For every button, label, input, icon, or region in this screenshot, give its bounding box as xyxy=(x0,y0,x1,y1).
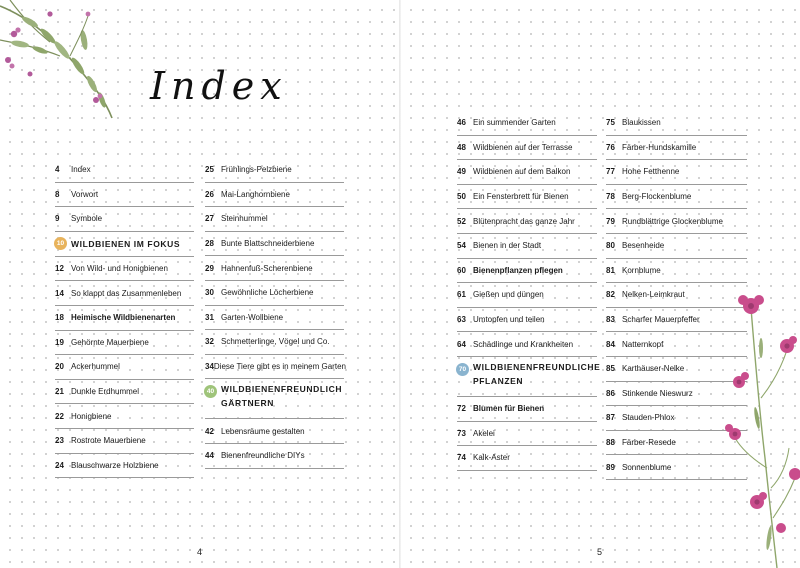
index-entry-label: Bienenfreundliche DIYs xyxy=(221,451,305,461)
index-entry xyxy=(606,209,747,234)
page-title: Index xyxy=(150,64,288,108)
index-page-number: 46 xyxy=(457,118,466,128)
index-page-number: 22 xyxy=(55,411,64,421)
index-entry-label: Blauschwarze Holzbiene xyxy=(71,460,159,470)
index-page-number: 50 xyxy=(457,192,466,202)
index-entry xyxy=(457,446,597,471)
index-entry-label: Schädlinge und Krankheiten xyxy=(473,339,574,349)
index-entry-label: Hohe Fetthenne xyxy=(622,167,680,177)
index-entry-label: Ackerhummel xyxy=(71,362,120,372)
index-entry-label: Honigbiene xyxy=(71,411,112,421)
index-entry-label: Besenheide xyxy=(622,241,665,251)
index-page-number: 85 xyxy=(606,364,615,374)
chapter-heading: WILDBIENEN IM FOKUS xyxy=(71,238,181,249)
right-page xyxy=(401,0,800,568)
right-index-column-1 xyxy=(457,111,601,471)
index-page-number: 76 xyxy=(606,142,615,152)
index-entry-label: Heimische Wildbienenarten xyxy=(71,313,176,323)
index-page-number: 63 xyxy=(457,315,466,325)
index-entry xyxy=(606,160,747,185)
index-page-number: 44 xyxy=(205,451,214,461)
index-page-number: 31 xyxy=(205,312,214,322)
index-page-number: 34 xyxy=(205,362,214,372)
index-page-number: 9 xyxy=(55,214,60,224)
index-entry xyxy=(55,207,194,232)
index-page-number: 26 xyxy=(205,189,214,199)
index-page-number: 14 xyxy=(55,288,64,298)
index-page-number: 74 xyxy=(457,453,466,463)
index-entry xyxy=(205,158,344,183)
index-page-number: 75 xyxy=(606,118,615,128)
index-entry xyxy=(55,331,194,356)
index-entry xyxy=(606,136,747,161)
index-entry-label: Rundblättrige Glockenblume xyxy=(622,216,723,226)
index-entry xyxy=(55,404,194,429)
index-entry-label: Lebensräume gestalten xyxy=(221,426,305,436)
index-page-number: 24 xyxy=(55,460,64,470)
index-entry xyxy=(457,397,597,422)
index-entry xyxy=(205,355,344,380)
index-entry-label: Färber-Hundskamille xyxy=(622,142,697,152)
index-entry-label: Steinhummel xyxy=(221,214,268,224)
index-page-number: 12 xyxy=(55,264,64,274)
index-entry xyxy=(457,259,597,284)
index-entry-label: Färber-Resede xyxy=(622,438,676,448)
left-page xyxy=(0,0,399,568)
index-entry xyxy=(205,306,344,331)
index-page-number: 18 xyxy=(55,313,64,323)
index-entry xyxy=(55,454,194,479)
index-page-number: 30 xyxy=(205,288,214,298)
index-page-number: 48 xyxy=(457,142,466,152)
index-entry xyxy=(606,185,747,210)
index-page-number: 73 xyxy=(457,428,466,438)
index-entry-label: Mai-Langhornbiene xyxy=(221,189,290,199)
index-entry-label: Wildbienen auf dem Balkon xyxy=(473,167,571,177)
index-page-number: 82 xyxy=(606,290,615,300)
index-entry xyxy=(457,308,597,333)
index-entry xyxy=(55,380,194,405)
index-entry-label: Berg-Flockenblume xyxy=(622,192,692,202)
index-entry-label: Hahnenfuß-Scherenbiene xyxy=(221,263,313,273)
index-entry-label: So klappt das Zusammenleben xyxy=(71,288,182,298)
index-entry-label: Von Wild- und Honigbienen xyxy=(71,264,168,274)
left-index-column-2 xyxy=(205,158,344,469)
index-page-number: 49 xyxy=(457,167,466,177)
index-entry xyxy=(606,234,747,259)
index-entry-label: Scharfer Mauerpfeffer xyxy=(622,315,700,325)
index-entry xyxy=(205,207,344,232)
index-page-number: 19 xyxy=(55,337,64,347)
index-page-number: 77 xyxy=(606,167,615,177)
index-page-number: 87 xyxy=(606,413,615,423)
index-page-number: 23 xyxy=(55,436,64,446)
index-entry-label: Umtopfen und teilen xyxy=(473,315,545,325)
index-entry xyxy=(457,209,597,234)
index-entry xyxy=(205,444,344,469)
herb-sprig-illustration xyxy=(0,0,130,130)
index-entry-label: Natternkopf xyxy=(622,339,664,349)
chapter-heading: WILDBIENENFREUNDLICH GÄRTNERN xyxy=(221,384,343,409)
index-entry-label: Gehörnte Mauerbiene xyxy=(71,337,149,347)
index-page-number: 28 xyxy=(205,239,214,249)
index-entry xyxy=(205,256,344,281)
index-page-number: 52 xyxy=(457,216,466,226)
index-entry xyxy=(457,136,597,161)
index-entry-label: Rostrote Mauerbiene xyxy=(71,436,146,446)
index-page-number: 72 xyxy=(457,404,466,414)
index-entry xyxy=(205,419,344,444)
index-entry-label: Blütenpracht das ganze Jahr xyxy=(473,216,575,226)
index-entry xyxy=(55,281,194,306)
index-entry xyxy=(606,111,747,136)
index-entry-label: Bienenpflanzen pflegen xyxy=(473,265,563,275)
index-entry-label: Gießen und düngen xyxy=(473,290,544,300)
index-entry-label: Frühlings-Pelzbiene xyxy=(221,165,292,175)
index-entry-label: Vorwort xyxy=(71,189,99,199)
index-page-number: 25 xyxy=(205,165,214,175)
index-page-number: 54 xyxy=(457,241,466,251)
index-entry-label: Karthäuser-Nelke xyxy=(622,364,685,374)
index-entry xyxy=(55,158,194,183)
index-entry xyxy=(457,111,597,136)
index-entry-label: Wildbienen auf der Terrasse xyxy=(473,142,573,152)
index-entry xyxy=(205,232,344,257)
index-entry xyxy=(457,185,597,210)
index-entry-label: Index xyxy=(71,165,91,175)
index-entry-label: Ein Fensterbrett für Bienen xyxy=(473,192,569,202)
chapter-heading: WILDBIENENFREUNDLICHE PFLANZEN xyxy=(473,361,601,386)
left-page-number: 4 xyxy=(197,547,203,557)
index-entry xyxy=(457,283,597,308)
index-page-number: 8 xyxy=(55,189,60,199)
index-page-number: 60 xyxy=(457,265,466,275)
index-entry-label: Nelken-Leimkraut xyxy=(622,290,685,300)
index-page-number: 89 xyxy=(606,462,615,472)
index-entry-label: Ein summender Garten xyxy=(473,118,556,128)
index-entry-label: Kalk-Aster xyxy=(473,453,510,463)
index-page-number: 79 xyxy=(606,216,615,226)
index-page-number: 86 xyxy=(606,388,615,398)
index-page-number: 4 xyxy=(55,165,60,175)
index-entry-label: Kornblume xyxy=(622,265,661,275)
index-entry xyxy=(55,183,194,208)
index-page-number: 20 xyxy=(55,362,64,372)
chapter-badge: 70 xyxy=(456,363,469,376)
index-entry xyxy=(457,160,597,185)
index-entry xyxy=(205,183,344,208)
index-entry-label: Gewöhnliche Löcherbiene xyxy=(221,288,314,298)
index-page-number: 81 xyxy=(606,265,615,275)
index-entry-label: Dunkle Erdhummel xyxy=(71,387,140,397)
index-page-number: 84 xyxy=(606,339,615,349)
index-entry-label: Schmetterlinge, Vögel und Co. xyxy=(221,337,330,347)
index-entry xyxy=(55,306,194,331)
index-entry xyxy=(205,281,344,306)
index-page-number: 64 xyxy=(457,339,466,349)
index-entry-label: Stauden-Phlox xyxy=(622,413,675,423)
index-entry-label: Bunte Blattschneiderbiene xyxy=(221,239,315,249)
index-entry-label: Sonnenblume xyxy=(622,462,672,472)
index-page-number: 78 xyxy=(606,192,615,202)
index-entry-label: Blumen für Bienen xyxy=(473,404,545,414)
index-entry xyxy=(457,357,601,397)
index-page-number: 27 xyxy=(205,214,214,224)
right-page-number: 5 xyxy=(597,547,603,557)
index-entry xyxy=(606,259,747,284)
index-entry-label: Garten-Wollbiene xyxy=(221,312,284,322)
index-entry-label: Diese Tiere gibt es in meinem Garten xyxy=(213,362,346,372)
index-entry-label: Bienen in der Stadt xyxy=(473,241,542,251)
index-entry xyxy=(457,332,597,357)
index-entry-label: Symbole xyxy=(71,214,103,224)
index-entry-label: Stinkende Nieswurz xyxy=(622,388,693,398)
index-entry xyxy=(55,232,194,257)
index-entry xyxy=(55,355,194,380)
index-entry xyxy=(205,379,344,419)
index-entry xyxy=(457,234,597,259)
index-entry xyxy=(457,422,597,447)
index-page-number: 21 xyxy=(55,387,64,397)
carthusian-pink-illustration xyxy=(721,288,800,568)
index-page-number: 61 xyxy=(457,290,466,300)
index-page-number: 83 xyxy=(606,315,615,325)
index-page-number: 42 xyxy=(205,426,214,436)
index-entry xyxy=(205,330,344,355)
index-entry xyxy=(55,429,194,454)
index-entry-label: Akelei xyxy=(473,428,495,438)
left-index-column-1 xyxy=(55,158,194,478)
index-entry-label: Blaukissen xyxy=(622,118,661,128)
chapter-badge: 10 xyxy=(54,237,67,250)
chapter-badge: 40 xyxy=(204,385,217,398)
index-page-number: 80 xyxy=(606,241,615,251)
index-page-number: 32 xyxy=(205,337,214,347)
index-page-number: 88 xyxy=(606,438,615,448)
index-entry xyxy=(55,257,194,282)
index-page-number: 29 xyxy=(205,263,214,273)
